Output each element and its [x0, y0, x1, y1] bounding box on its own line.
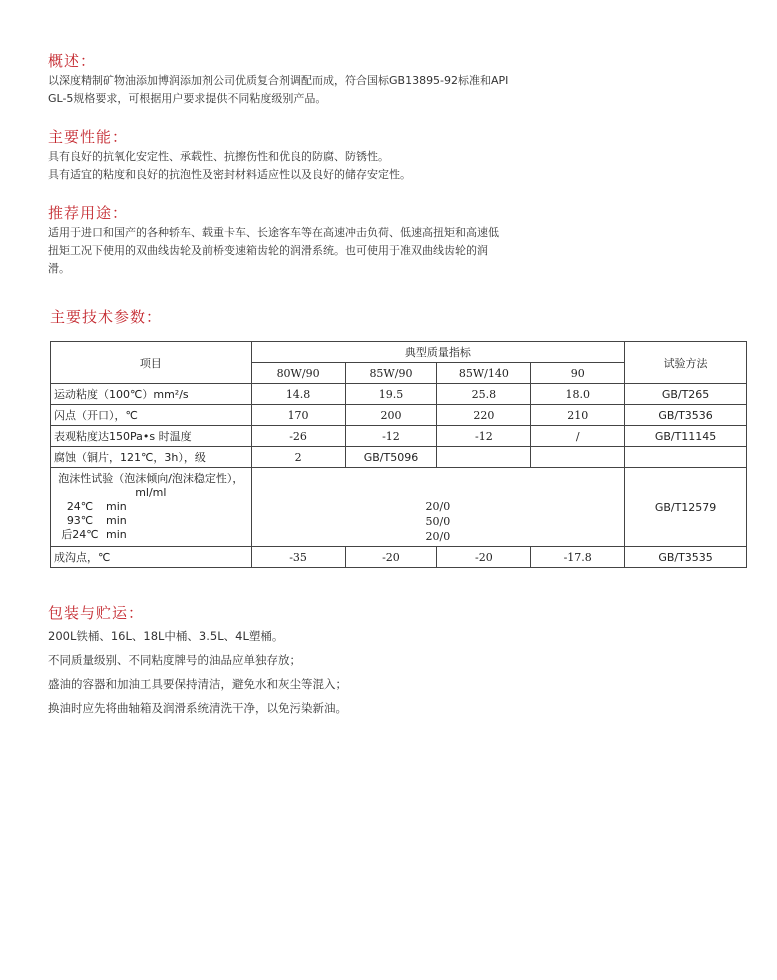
- foam-sub-row: [54, 514, 248, 528]
- usage-line: 滑。: [48, 262, 70, 275]
- value-cell: -35: [251, 547, 345, 568]
- value-cell: -26: [251, 426, 345, 447]
- table-row: [51, 547, 747, 568]
- foam-sub-row: [54, 500, 248, 514]
- value-cell: /: [531, 426, 625, 447]
- table-row-foam: [51, 468, 747, 547]
- row-item: 腐蚀（铜片，121℃，3h），级: [51, 447, 252, 468]
- value-cell: -17.8: [531, 547, 625, 568]
- performance-section: [48, 128, 578, 184]
- value-cell: -12: [437, 426, 531, 447]
- table-row: [51, 447, 747, 468]
- table-row: [51, 405, 747, 426]
- header-group: 典型质量指标: [251, 342, 624, 363]
- value-cell: 220: [437, 405, 531, 426]
- table-header-row: [51, 342, 747, 363]
- method-cell: GB/T3535: [625, 547, 747, 568]
- usage-heading: 推荐用途：: [48, 204, 129, 222]
- foam-sub-label: 24℃: [66, 500, 94, 513]
- foam-sub-unit: min: [106, 500, 127, 513]
- foam-title: 泡沫性试验（泡沫倾向/泡沫稳定性），ml/ml: [58, 472, 244, 499]
- foam-sub-label: 后24℃: [61, 528, 99, 541]
- value-cell: 2: [251, 447, 345, 468]
- method-cell: GB/T265: [625, 384, 747, 405]
- packaging-line: 200L铁桶、16L、18L中桶、3.5L、4L塑桶。: [48, 629, 284, 643]
- foam-value: 50/0: [425, 515, 451, 528]
- usage-line: 扭矩工况下使用的双曲线齿轮及前桥变速箱齿轮的润滑系统。也可使用于准双曲线齿轮的润: [48, 244, 488, 257]
- value-cell: GB/T5096: [345, 447, 437, 468]
- value-cell: [437, 447, 531, 468]
- overview-line: GL-5规格要求，可根据用户要求提供不同粘度级别产品。: [48, 92, 327, 105]
- method-cell: [625, 447, 747, 468]
- value-cell: 210: [531, 405, 625, 426]
- table-row: [51, 426, 747, 447]
- foam-value: 20/0: [425, 530, 451, 543]
- foam-value: 20/0: [425, 500, 451, 513]
- header-method: 试验方法: [625, 342, 747, 384]
- packaging-line: 盛油的容器和加油工具要保持清洁，避免水和灰尘等混入；: [48, 677, 347, 691]
- value-cell: 14.8: [251, 384, 345, 405]
- grade-cell: 85W/140: [437, 363, 531, 384]
- performance-line: 具有良好的抗氧化安定性、承载性、抗擦伤性和优良的防腐、防锈性。: [48, 150, 389, 163]
- grade-cell: 80W/90: [251, 363, 345, 384]
- foam-sub-label: 93℃: [66, 514, 94, 527]
- usage-line: 适用于进口和国产的各种轿车、载重卡车、长途客车等在高速冲击负荷、低速高扭矩和高速低: [48, 226, 499, 239]
- foam-sub-row: [54, 528, 248, 542]
- packaging-section: [48, 604, 578, 720]
- value-cell: 200: [345, 405, 437, 426]
- overview-heading: 概述：: [48, 52, 97, 70]
- performance-line: 具有适宜的粘度和良好的抗泡性及密封材料适应性以及良好的储存安定性。: [48, 168, 411, 181]
- foam-sub-unit: min: [106, 514, 127, 527]
- table-row: [51, 384, 747, 405]
- value-cell: -12: [345, 426, 437, 447]
- value-cell: 25.8: [437, 384, 531, 405]
- value-cell: [531, 447, 625, 468]
- row-item: 成沟点，℃: [51, 547, 252, 568]
- foam-sub-unit: min: [106, 528, 127, 541]
- grade-cell: 90: [531, 363, 625, 384]
- spec-table: [50, 341, 747, 568]
- grade-cell: 85W/90: [345, 363, 437, 384]
- performance-heading: 主要性能：: [48, 128, 129, 146]
- method-cell: GB/T3536: [625, 405, 747, 426]
- value-cell: -20: [345, 547, 437, 568]
- row-item: 运动粘度（100℃）mm²/s: [51, 384, 252, 405]
- foam-values: [251, 468, 624, 547]
- packaging-line: 换油时应先将曲轴箱及润滑系统清洗干净，以免污染新油。: [48, 701, 347, 715]
- method-cell: GB/T11145: [625, 426, 747, 447]
- foam-item: [51, 468, 252, 547]
- value-cell: 19.5: [345, 384, 437, 405]
- header-item: 项目: [51, 342, 252, 384]
- method-cell: GB/T12579: [625, 468, 747, 547]
- value-cell: 170: [251, 405, 345, 426]
- row-item: 闪点（开口），℃: [51, 405, 252, 426]
- row-item: 表观粘度达150Pa•s 时温度: [51, 426, 252, 447]
- packaging-heading: 包装与贮运：: [48, 604, 145, 622]
- overview-line: 以深度精制矿物油添加博润添加剂公司优质复合剂调配而成，符合国标GB13895-92标准和API: [48, 74, 509, 87]
- value-cell: -20: [437, 547, 531, 568]
- params-heading: 主要技术参数：: [50, 308, 163, 326]
- packaging-line: 不同质量级别、不同粘度牌号的油品应单独存放；: [48, 653, 301, 667]
- value-cell: 18.0: [531, 384, 625, 405]
- usage-section: [48, 204, 578, 278]
- overview-section: [48, 52, 578, 108]
